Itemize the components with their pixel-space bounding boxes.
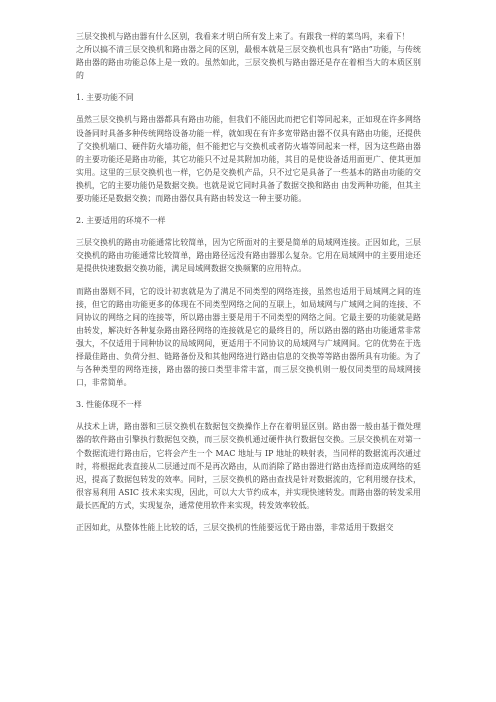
section-2-heading: 2. 主要适用的环境不一样 [76, 216, 166, 226]
section-1-heading: 1. 主要功能不同 [76, 93, 134, 103]
spacer [76, 227, 421, 236]
section-3-paragraph-1: 从技术上讲，路由器和三层交换机在数据包交换操作上存在着明显区别。路由器一般由基于微处理器的软件路由引擎执行数据包交换，而三层交换机通过硬件执行数据包交换。三层交换机在对第一个数据流进行路由后，它将会产生一个 MAC 地址与 IP 地址的映射表，当同样的数据流再次通过时，将根据此表直接从二层通过而不是再次路由，从而消除了路由器进行路由选择而造成网络的延迟，提高了数据包转发的效率。同时，三层交换机的路由查找是针对数据流的，它利用缓存技术，很容易利用 ASIC 技术来实现，因此，可以大大节约成本，并实现快速转发。而路由器的转发采用最长匹配的方式，实现复杂，通常使用软件来实现，转发效率较低。 [76, 422, 421, 510]
intro-paragraph-1: 三层交换机与路由器有什么区别，我看来才明白所有发上来了。有跟我一样的菜鸟吗，来看下！ [76, 32, 410, 41]
section-1-paragraph-1: 虽然三层交换机与路由器都具有路由功能，但我们不能因此而把它们等同起来，正如现在许多网络设备同时具备多种传统网络设备功能一样，就如现在有许多宽带路由器不仅具有路由功能，还提供了交换机端口、硬件防火墙功能，但不能把它与交换机或者防火墙等同起来一样，因为这些路由器的主要功能还是路由功能，其它功能只不过是其附加功能，其目的是使设备适用面更广、使其更加实用。这里的三层交换机也一样，它仍是交换机产品，只不过它是具备了一些基本的路由功能的交换机，它的主要功能仍是数据交换。也就是说它同时具备了数据交换和路由 由发两种功能，但其主要功能还是数据交换；而路由器仅具有路由转发这一种主要功能。 [76, 115, 421, 204]
section-2-paragraph-1: 三层交换机的路由功能通常比较简单，因为它所面对的主要是简单的局域网连接。正因如此，三层交换机的路由功能通常比较简单，路由路径远没有路由器那么复杂。它用在局域网中的主要用途还是提供快速数据交换功能，满足局域网数据交换频繁的应用特点。 [76, 238, 421, 274]
spacer [76, 205, 421, 214]
spacer [76, 82, 421, 91]
spacer [76, 389, 421, 398]
section-3-paragraph-2: 正因如此，从整体性能上比较的话，三层交换机的性能要远优于路由器，非常适用于数据交 [76, 523, 394, 532]
intro-paragraph-2: 之所以搞不清三层交换机和路由器之间的区别，最根本就是三层交换机也具有“路由”功能，与传统路由器的路由功能总体上是一致的。虽然如此，三层交换机与路由器还是存在着相当大的本质区别的 [76, 45, 421, 81]
spacer [76, 411, 421, 420]
spacer [76, 104, 421, 113]
section-2-paragraph-2: 而路由器则不同，它的设计初衷就是为了满足不同类型的网络连接，虽然也适用于局域网之间的连接，但它的路由功能更多的体现在不同类型网络之间的互联上，如局域网与广域网之间的连接、不同协议的网络之间的连接等，所以路由器主要是用于不同类型的网络之间。它最主要的功能就是路由转发，解决好各种复杂路由路径网络的连接就是它的最终目的，所以路由器的路由功能通常非常强大，不仅适用于同种协议的局域网间，更适用于不同协议的局域网与广域网间。它的优势在于选择最佳路由、负荷分担、链路备份及和其他网络进行路由信息的交换等等路由器所具有功能。为了与各种类型的网络连接，路由器的接口类型非常丰富，而三层交换机则一般仅同类型的局域网接口，非常简单。 [76, 286, 421, 388]
spacer [76, 512, 421, 521]
document-page [76, 30, 421, 534]
section-3-heading: 3. 性能体现不一样 [76, 400, 142, 410]
spacer [76, 276, 421, 285]
